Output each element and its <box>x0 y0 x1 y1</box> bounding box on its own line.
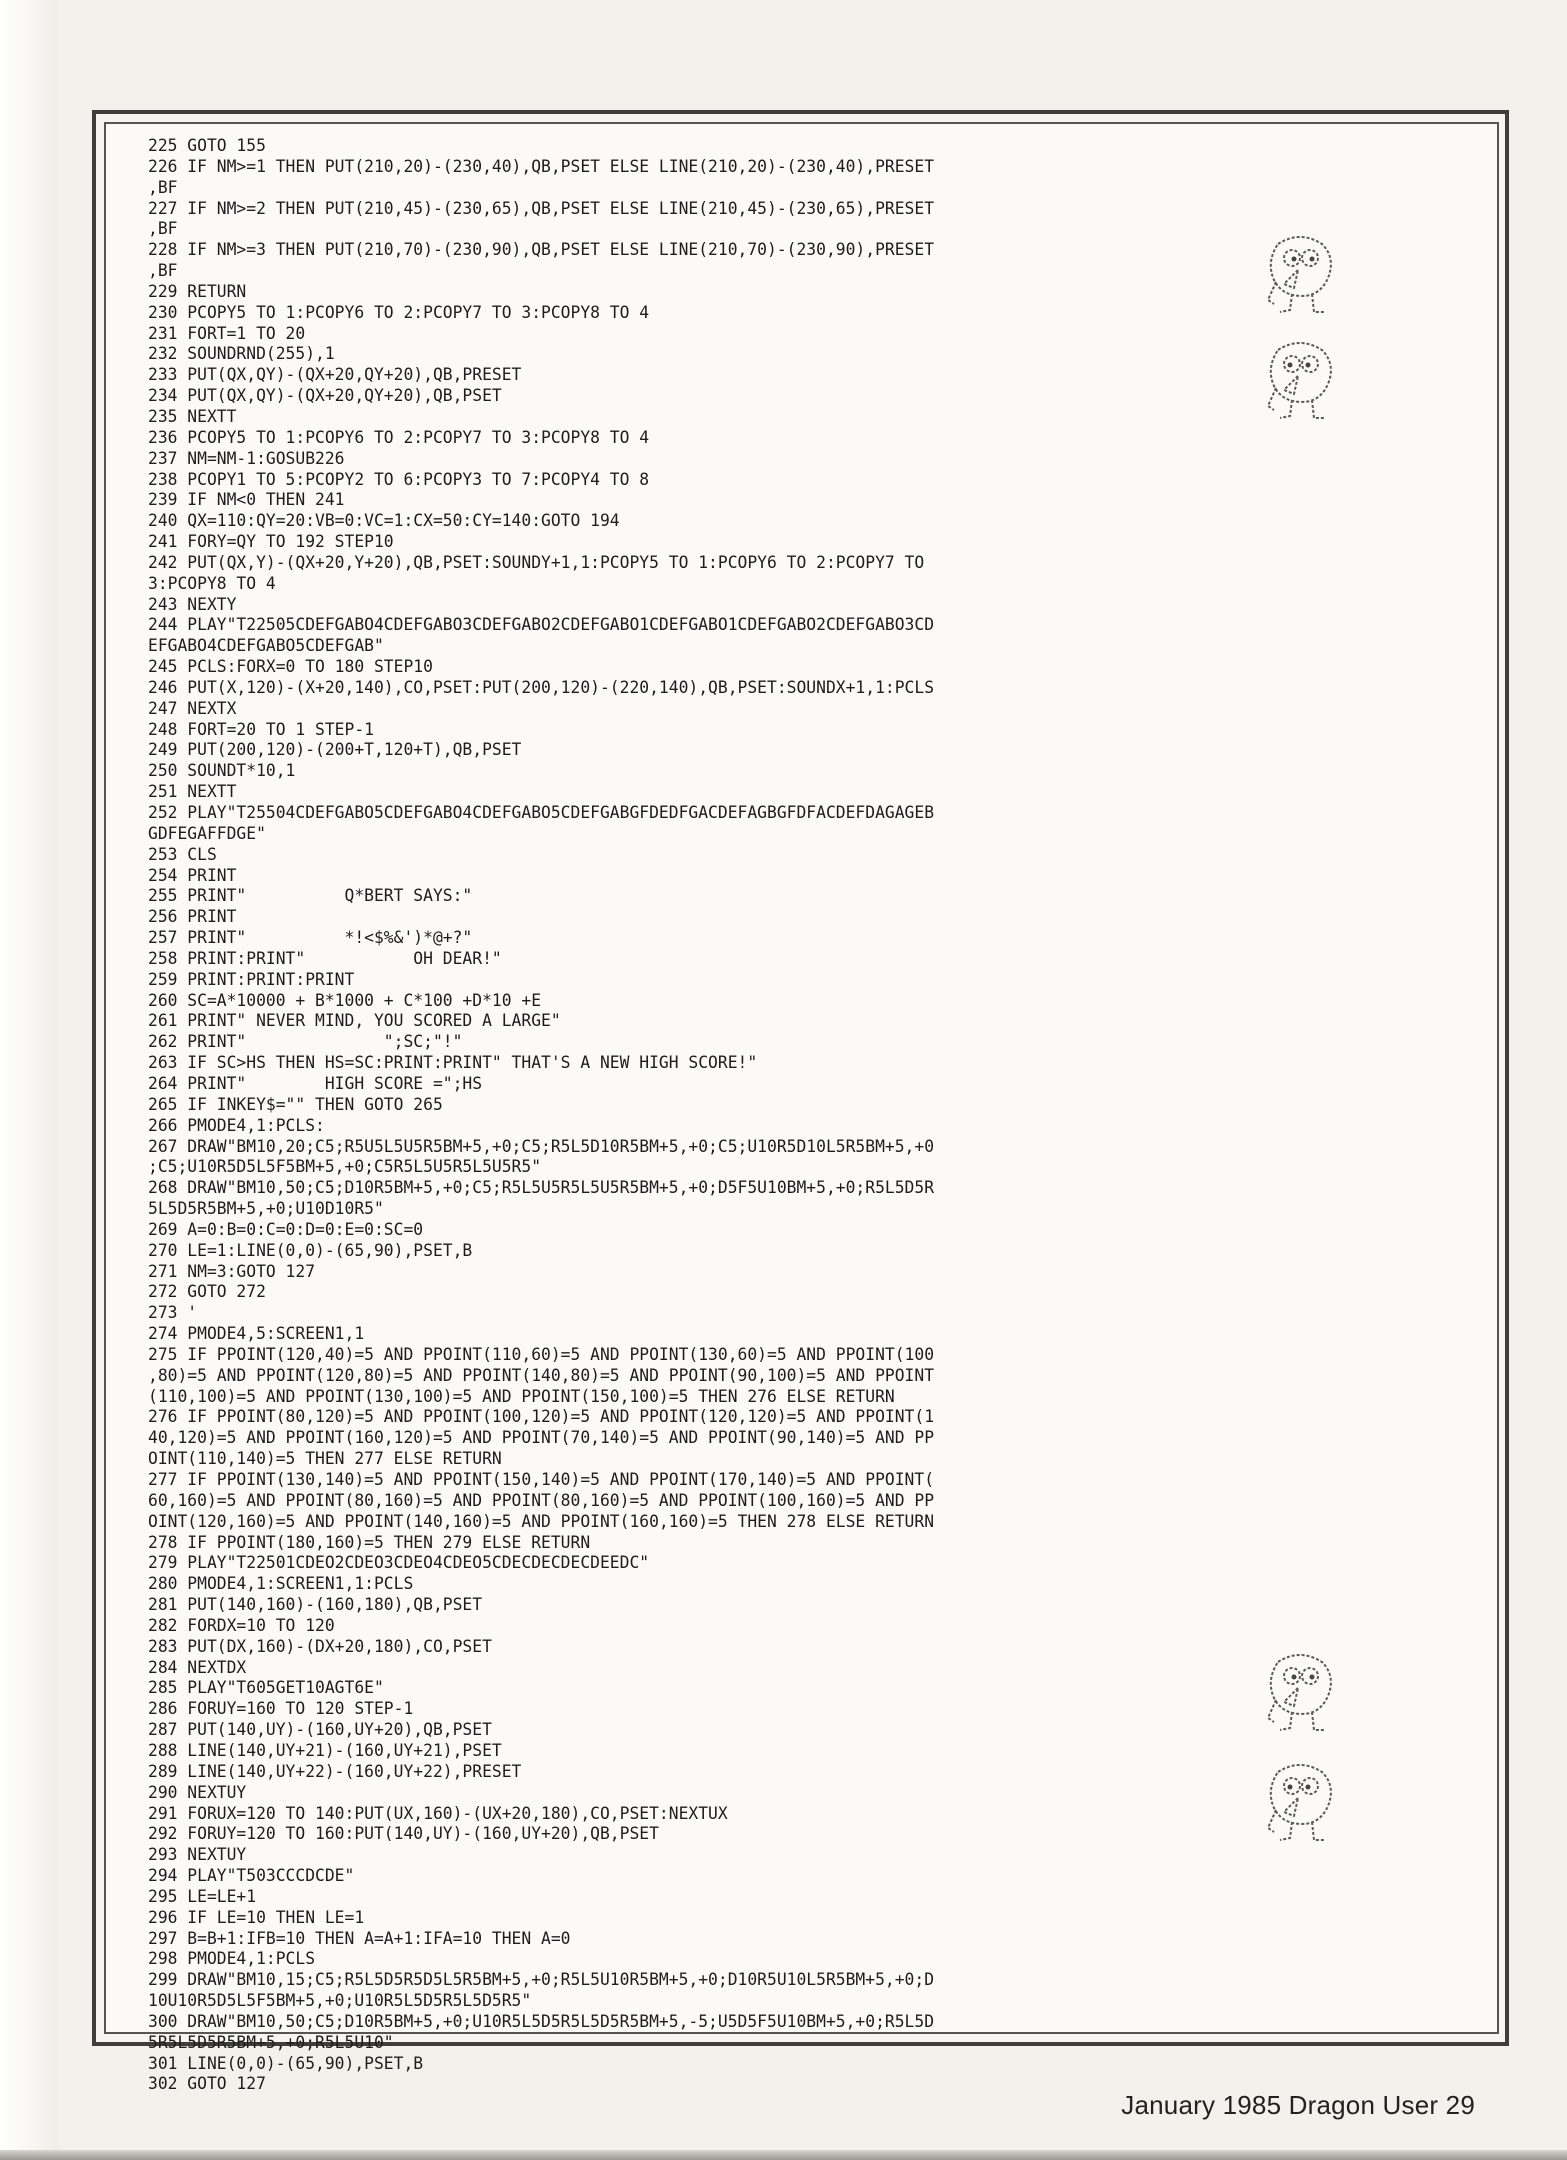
code-line: 10U10R5D5L5F5BM+5,+0;U10R5L5D5R5L5D5R5" <box>148 1991 532 2012</box>
code-line: ,BF <box>148 261 178 282</box>
code-line: 270 LE=1:LINE(0,0)-(65,90),PSET,B <box>148 1240 473 1261</box>
code-line: 236 PCOPY5 TO 1:PCOPY6 TO 2:PCOPY7 TO 3:PCOPY8 TO 4 <box>148 427 650 448</box>
code-line: 280 PMODE4,1:SCREEN1,1:PCLS <box>148 1574 414 1595</box>
page-bottom-edge <box>0 2150 1567 2160</box>
code-line: 5R5L5D5R5BM+5,+0;R5L5U10" <box>148 2032 394 2053</box>
code-line: 269 A=0:B=0:C=0:D=0:E=0:SC=0 <box>148 1219 424 1240</box>
code-line: EFGABO4CDEFGABO5CDEFGAB" <box>148 636 384 657</box>
code-line: 275 IF PPOINT(120,40)=5 AND PPOINT(110,60)=5 AND PPOINT(130,60)=5 AND PPOINT(100 <box>148 1344 935 1365</box>
code-line: 40,120)=5 AND PPOINT(160,120)=5 AND PPOINT(70,140)=5 AND PPOINT(90,140)=5 AND PP <box>148 1428 935 1449</box>
code-line: 299 DRAW"BM10,15;C5;R5L5D5R5D5L5R5BM+5,+0;R5L5U10R5BM+5,+0;D10R5U10L5R5BM+5,+0;D <box>148 1970 935 1991</box>
code-line: 241 FORY=QY TO 192 STEP10 <box>148 532 394 553</box>
code-line: 277 IF PPOINT(130,140)=5 AND PPOINT(150,140)=5 AND PPOINT(170,140)=5 AND PPOINT( <box>148 1470 935 1490</box>
code-line: 264 PRINT" HIGH SCORE =";HS <box>148 1073 483 1094</box>
code-line: 249 PUT(200,120)-(200+T,120+T),QB,PSET <box>148 740 522 761</box>
code-line: 234 PUT(QX,QY)-(QX+20,QY+20),QB,PSET <box>148 386 502 407</box>
code-line: 279 PLAY"T22501CDEO2CDEO3CDEO4CDEO5CDECDECDECDEEDC" <box>148 1553 650 1574</box>
code-line: 225 GOTO 155 <box>148 136 266 156</box>
code-line: 233 PUT(QX,QY)-(QX+20,QY+20),QB,PRESET <box>148 365 522 386</box>
code-line: 289 LINE(140,UY+22)-(160,UY+22),PRESET <box>148 1761 522 1782</box>
code-line: OINT(110,140)=5 THEN 277 ELSE RETURN <box>148 1449 502 1470</box>
code-line: 292 FORUY=120 TO 160:PUT(140,UY)-(160,UY+20),QB,PSET <box>148 1824 659 1845</box>
code-line: 281 PUT(140,160)-(160,180),QB,PSET <box>148 1595 483 1616</box>
code-line: 284 NEXTDX <box>148 1657 247 1678</box>
code-line: 244 PLAY"T22505CDEFGABO4CDEFGABO3CDEFGABO2CDEFGABO1CDEFGABO1CDEFGABO2CDEFGABO3CD <box>148 615 935 636</box>
code-line: 5L5D5R5BM+5,+0;U10D10R5" <box>148 1199 384 1220</box>
page-footer: January 1985 Dragon User 29 <box>1121 2090 1475 2120</box>
code-line: 278 IF PPOINT(180,160)=5 THEN 279 ELSE RETURN <box>148 1532 591 1553</box>
code-line: 242 PUT(QX,Y)-(QX+20,Y+20),QB,PSET:SOUNDY+1,1:PCOPY5 TO 1:PCOPY6 TO 2:PCOPY7 TO <box>148 552 925 573</box>
code-line: 60,160)=5 AND PPOINT(80,160)=5 AND PPOINT(80,160)=5 AND PPOINT(100,160)=5 AND PP <box>148 1490 935 1511</box>
code-line: 295 LE=LE+1 <box>148 1886 257 1907</box>
code-line: 258 PRINT:PRINT" OH DEAR!" <box>148 948 502 969</box>
code-line: 226 IF NM>=1 THEN PUT(210,20)-(230,40),QB,PSET ELSE LINE(210,20)-(230,40),PRESET <box>148 156 935 177</box>
code-line: 272 GOTO 272 <box>148 1282 266 1303</box>
code-line: 248 FORT=20 TO 1 STEP-1 <box>148 719 374 740</box>
code-line: 246 PUT(X,120)-(X+20,140),CO,PSET:PUT(200,120)-(220,140),QB,PSET:SOUNDX+1,1:PCLS <box>148 677 935 698</box>
code-line: 231 FORT=1 TO 20 <box>148 323 306 344</box>
code-line: 286 FORUY=160 TO 120 STEP-1 <box>148 1699 414 1720</box>
code-line: 268 DRAW"BM10,50;C5;D10R5BM+5,+0;C5;R5L5U5R5L5U5R5BM+5,+0;D5F5U10BM+5,+0;R5L5D5R <box>148 1178 935 1199</box>
code-line: 267 DRAW"BM10,20;C5;R5U5L5U5R5BM+5,+0;C5;R5L5D10R5BM+5,+0;C5;U10R5D10L5R5BM+5,+0 <box>148 1136 935 1157</box>
code-line: 290 NEXTUY <box>148 1782 247 1803</box>
code-line: 300 DRAW"BM10,50;C5;D10R5BM+5,+0;U10R5L5D5R5L5D5R5BM+5,-5;U5D5F5U10BM+5,+0;R5L5D <box>148 2011 935 2032</box>
code-line: ,BF <box>148 219 178 240</box>
code-line: 273 ' <box>148 1303 198 1324</box>
code-line: 298 PMODE4,1:PCLS <box>148 1949 316 1970</box>
code-line: ;C5;U10R5D5L5F5BM+5,+0;C5R5L5U5R5L5U5R5" <box>148 1157 542 1178</box>
code-line: 240 QX=110:QY=20:VB=0:VC=1:CX=50:CY=140:GOTO 194 <box>148 511 620 532</box>
code-line: 254 PRINT <box>148 865 237 886</box>
qbert-illustration-3 <box>1258 1644 1342 1736</box>
code-line: 302 GOTO 127 <box>148 2074 266 2095</box>
code-line: 285 PLAY"T605GET10AGT6E" <box>148 1678 384 1699</box>
code-line: 291 FORUX=120 TO 140:PUT(UX,160)-(UX+20,180),CO,PSET:NEXTUX <box>148 1803 728 1824</box>
code-line: (110,100)=5 AND PPOINT(130,100)=5 AND PPOINT(150,100)=5 THEN 276 ELSE RETURN <box>148 1386 895 1407</box>
code-line: 260 SC=A*10000 + B*1000 + C*100 +D*10 +E <box>148 990 542 1011</box>
code-line: GDFEGAFFDGE" <box>148 823 266 844</box>
qbert-illustration-4 <box>1258 1754 1342 1846</box>
code-line: 266 PMODE4,1:PCLS: <box>148 1115 325 1136</box>
code-line: 230 PCOPY5 TO 1:PCOPY6 TO 2:PCOPY7 TO 3:PCOPY8 TO 4 <box>148 302 650 323</box>
basic-program-listing <box>148 136 1204 2095</box>
code-line: 255 PRINT" Q*BERT SAYS:" <box>148 886 473 907</box>
code-line: 265 IF INKEY$="" THEN GOTO 265 <box>148 1094 443 1115</box>
code-line: 243 NEXTY <box>148 594 237 615</box>
code-line: 257 PRINT" *!<$%&')*@+?" <box>148 928 473 949</box>
page-gutter <box>0 0 58 2160</box>
code-line: 262 PRINT" ";SC;"!" <box>148 1032 463 1053</box>
code-line: 239 IF NM<0 THEN 241 <box>148 490 345 511</box>
code-line: 228 IF NM>=3 THEN PUT(210,70)-(230,90),QB,PSET ELSE LINE(210,70)-(230,90),PRESET <box>148 240 935 261</box>
code-line: 259 PRINT:PRINT:PRINT <box>148 969 355 990</box>
code-line: 235 NEXTT <box>148 406 237 427</box>
code-line: ,BF <box>148 177 178 198</box>
code-line: 283 PUT(DX,160)-(DX+20,180),CO,PSET <box>148 1636 492 1657</box>
code-line: 238 PCOPY1 TO 5:PCOPY2 TO 6:PCOPY3 TO 7:PCOPY4 TO 8 <box>148 469 650 490</box>
code-line: 232 SOUNDRND(255),1 <box>148 344 335 365</box>
code-line: 293 NEXTUY <box>148 1845 247 1866</box>
code-line: 251 NEXTT <box>148 782 237 803</box>
code-line: 245 PCLS:FORX=0 TO 180 STEP10 <box>148 657 433 678</box>
code-line: 247 NEXTX <box>148 698 237 719</box>
qbert-illustration-1 <box>1258 226 1342 318</box>
code-line: OINT(120,160)=5 AND PPOINT(140,160)=5 AND PPOINT(160,160)=5 THEN 278 ELSE RETURN <box>148 1511 935 1532</box>
code-line: 256 PRINT <box>148 907 237 928</box>
code-line: 227 IF NM>=2 THEN PUT(210,45)-(230,65),QB,PSET ELSE LINE(210,45)-(230,65),PRESET <box>148 198 935 219</box>
code-line: 296 IF LE=10 THEN LE=1 <box>148 1907 365 1928</box>
code-line: 250 SOUNDT*10,1 <box>148 761 296 782</box>
code-line: 294 PLAY"T503CCCDCDE" <box>148 1866 355 1887</box>
code-line: 237 NM=NM-1:GOSUB226 <box>148 448 345 469</box>
code-line: 263 IF SC>HS THEN HS=SC:PRINT:PRINT" THAT'S A NEW HIGH SCORE!" <box>148 1053 758 1074</box>
code-line: 229 RETURN <box>148 281 247 302</box>
code-line: 252 PLAY"T25504CDEFGABO5CDEFGABO4CDEFGABO5CDEFGABGFDEDFGACDEFAGBGFDFACDEFDAGAGEB <box>148 803 935 823</box>
code-line: 282 FORDX=10 TO 120 <box>148 1615 335 1636</box>
code-line: 276 IF PPOINT(80,120)=5 AND PPOINT(100,120)=5 AND PPOINT(120,120)=5 AND PPOINT(1 <box>148 1407 935 1428</box>
code-line: 297 B=B+1:IFB=10 THEN A=A+1:IFA=10 THEN A=0 <box>148 1928 571 1949</box>
code-line: 301 LINE(0,0)-(65,90),PSET,B <box>148 2053 424 2074</box>
code-line: 288 LINE(140,UY+21)-(160,UY+21),PSET <box>148 1740 502 1761</box>
code-line: 287 PUT(140,UY)-(160,UY+20),QB,PSET <box>148 1720 492 1741</box>
code-line: 271 NM=3:GOTO 127 <box>148 1261 316 1282</box>
qbert-illustration-2 <box>1258 332 1342 424</box>
code-line: 253 CLS <box>148 844 217 865</box>
code-line: ,80)=5 AND PPOINT(120,80)=5 AND PPOINT(140,80)=5 AND PPOINT(90,100)=5 AND PPOINT <box>148 1365 935 1386</box>
code-line: 274 PMODE4,5:SCREEN1,1 <box>148 1324 365 1345</box>
code-line: 3:PCOPY8 TO 4 <box>148 573 276 594</box>
code-line: 261 PRINT" NEVER MIND, YOU SCORED A LARGE" <box>148 1011 561 1032</box>
